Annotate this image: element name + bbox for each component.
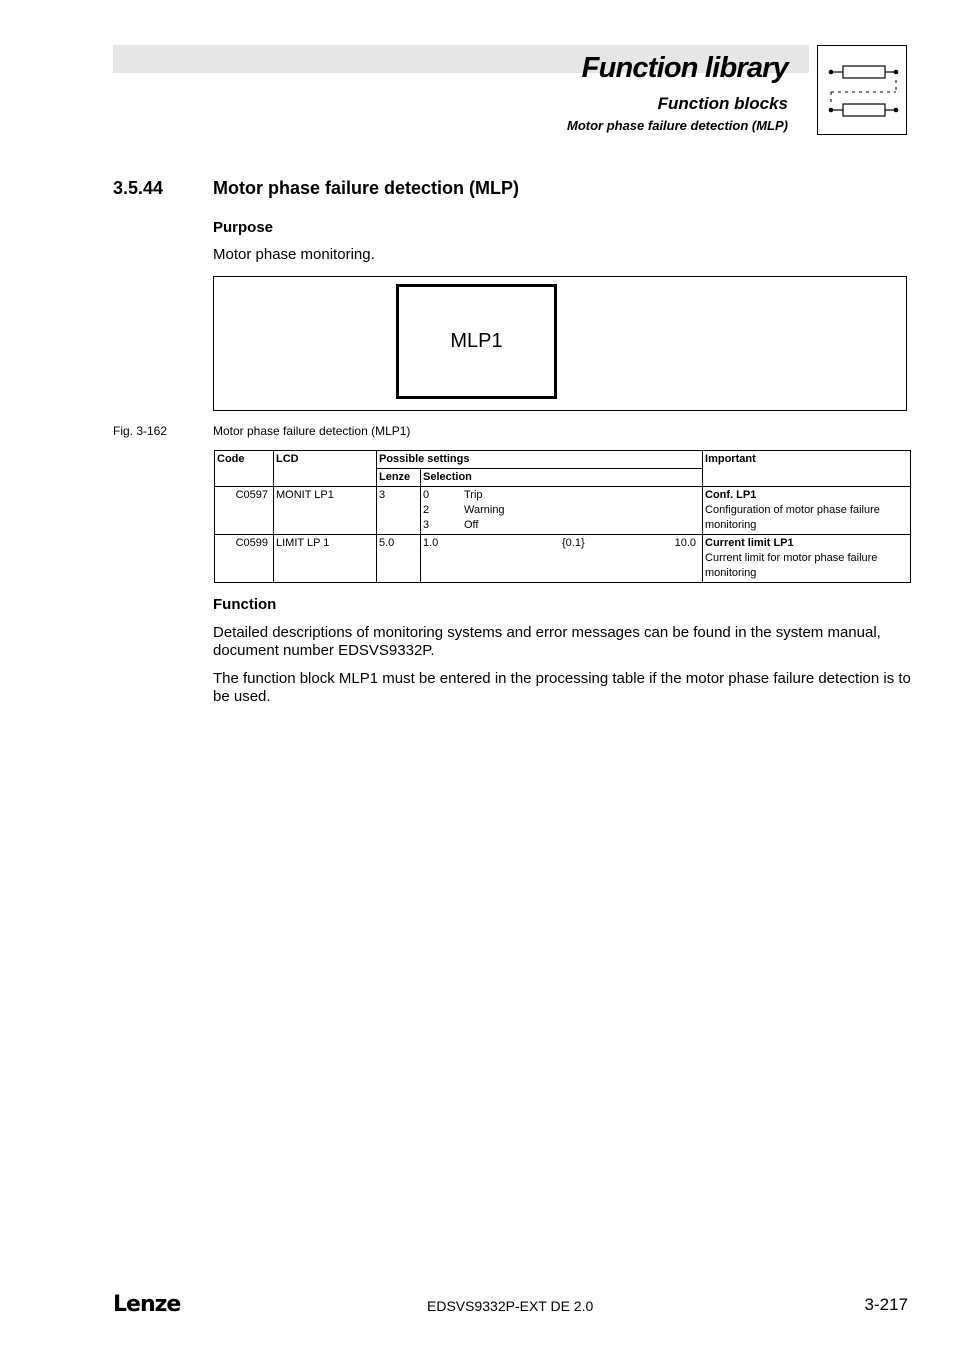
header-code: Code [215, 451, 274, 487]
section-number: 3.5.44 [113, 178, 164, 198]
important-title: Current limit LP1 [705, 537, 794, 549]
function-block-icon-graphic [818, 46, 906, 134]
selection-option [423, 488, 700, 503]
header-lenze: Lenze [377, 469, 421, 487]
important-cell [703, 535, 911, 583]
selection-cell [421, 535, 703, 583]
selection-option [423, 503, 700, 518]
header-selection: Selection [421, 469, 703, 487]
code-cell: C0599 [215, 535, 274, 583]
lenze-cell: 5.0 [377, 535, 421, 583]
selection-value: 3 [423, 519, 430, 531]
important-cell [703, 487, 911, 535]
selection-label: Trip [464, 489, 483, 501]
selection-range [423, 536, 700, 551]
document-id: EDSVS9332P-EXT DE 2.0 [427, 1298, 594, 1314]
lcd-cell: LIMIT LP 1 [274, 535, 377, 583]
function-paragraph: The function block MLP1 must be entered in the processing table if the motor phase failure detection is to be used. [213, 670, 911, 705]
section-title: Motor phase failure detection (MLP) [213, 178, 520, 198]
code-cell: C0597 [215, 487, 274, 535]
range-min: 1.0 [423, 537, 439, 549]
selection-value: 2 [423, 504, 430, 516]
page-title: Function library [581, 52, 788, 84]
important-text: Current limit for motor phase failure monitoring [705, 552, 878, 579]
selection-label: Warning [464, 504, 505, 516]
purpose-heading: Purpose [213, 219, 274, 236]
table-header-row [215, 451, 911, 469]
header-lcd: LCD [274, 451, 377, 487]
range-max: 10.0 [674, 537, 697, 549]
function-paragraph: Detailed descriptions of monitoring systems and error messages can be found in the system manual, document number EDSVS9332P. [213, 624, 881, 659]
page-number: 3-217 [864, 1295, 908, 1314]
header-possible-settings: Possible settings [377, 451, 703, 469]
important-text: Configuration of motor phase failure monitoring [705, 504, 880, 531]
range-step: {0.1} [562, 537, 585, 549]
function-block-label: MLP1 [450, 330, 503, 352]
figure-caption: Motor phase failure detection (MLP1) [213, 424, 411, 438]
figure-number: Fig. 3-162 [113, 424, 168, 438]
code-table [214, 450, 911, 583]
important-title: Conf. LP1 [705, 489, 757, 501]
function-block-icon [817, 45, 907, 135]
selection-option [423, 518, 700, 533]
table-row [215, 535, 911, 583]
chapter-subtitle: Function blocks [657, 94, 788, 113]
table-row [215, 487, 911, 535]
section-subtitle: Motor phase failure detection (MLP) [566, 118, 788, 133]
lcd-cell: MONIT LP1 [274, 487, 377, 535]
header-important: Important [703, 451, 911, 487]
lenze-logo: Lenze [113, 1292, 181, 1317]
selection-cell [421, 487, 703, 535]
selection-label: Off [464, 519, 479, 531]
figure-frame [213, 276, 907, 411]
function-heading: Function [213, 596, 277, 613]
selection-value: 0 [423, 489, 430, 501]
function-block-mlp1 [396, 284, 557, 399]
purpose-text: Motor phase monitoring. [213, 246, 375, 263]
lenze-cell: 3 [377, 487, 421, 535]
